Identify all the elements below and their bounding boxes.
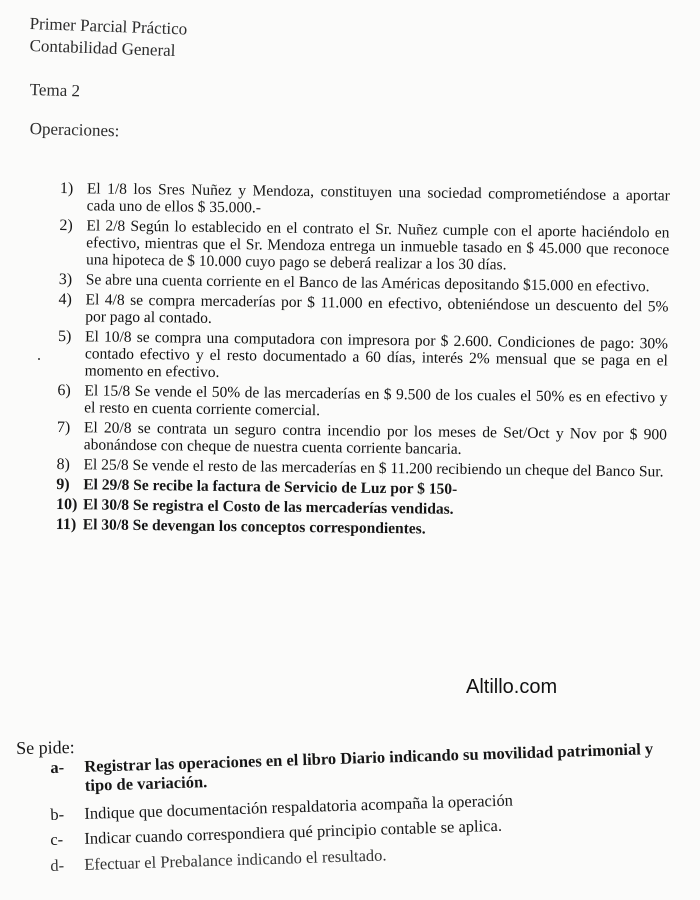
- operation-text: El 15/8 Se vende el 50% de las mercaderías en $ 9.500 de los cuales el 50% es en efectivo y el resto en cuenta corriente comercial.: [84, 382, 668, 420]
- requirement-letter: d-: [50, 855, 65, 875]
- operation-text: El 29/8 Se recibe la factura de Servicio de Luz por $ 150-: [83, 476, 458, 498]
- margin-mark: [38, 358, 40, 360]
- operation-item: [57, 419, 667, 460]
- operation-text: El 1/8 los Sres Nuñez y Mendoza, constituyen una sociedad comprometiéndose a aportar cada uno de ellos $ 35.000.-: [86, 180, 670, 217]
- operation-number: 3): [58, 270, 73, 289]
- operation-text: El 10/8 se compra una computadora con impresora por $ 2.600. Condiciones de pago: 30% contado efectivo y el resto documentado a 60 días, interés 2% mensual que se paga en el momento en efectivo.: [84, 328, 669, 381]
- operation-item: [57, 382, 667, 423]
- requirement-text: Registrar las operaciones en el libro Diario indicando su movilidad patrimonial y: [83, 739, 654, 776]
- requirement-letter: a-: [50, 757, 65, 777]
- course-name: Contabilidad General: [29, 36, 176, 61]
- operation-number: 6): [57, 381, 71, 400]
- requirement-text-continuation: tipo de variación.: [84, 772, 208, 795]
- requirement-text: Indicar cuando correspondiera qué principio contable se aplica.: [83, 815, 503, 848]
- operation-text: El 30/8 Se registra el Costo de las mercaderías vendidas.: [82, 496, 454, 518]
- requirement-text: Indique que documentación respaldatoria acompaña la operación: [83, 790, 514, 823]
- operation-item: [59, 217, 670, 275]
- watermark-text: Altillo.com: [466, 676, 558, 698]
- operation-number: 8): [56, 455, 70, 474]
- operation-text: El 20/8 se contrata un seguro contra incendio por los meses de Set/Oct y Nov por $ 900 abonándose con cheque de nuestra cuenta corriente bancaria.: [83, 419, 668, 458]
- requirements-heading: Se pide:: [16, 736, 75, 758]
- operation-number: 7): [56, 418, 71, 437]
- requirement-text: Efectuar el Prebalance indicando el resultado.: [83, 845, 387, 874]
- requirement-letter: c-: [50, 829, 64, 849]
- operation-text: El 25/8 Se vende el resto de las mercaderías en $ 11.200 recibiendo un cheque del Banco Sur.: [83, 456, 664, 481]
- operation-text: Se abre una cuenta corriente en el Banco de las Américas depositando $15.000 en efectivo.: [85, 271, 650, 296]
- exam-title: Primer Parcial Práctico: [29, 14, 188, 39]
- operation-number: 5): [57, 327, 72, 346]
- operation-number: 1): [59, 180, 74, 198]
- operation-item: [60, 180, 670, 221]
- exam-topic: Tema 2: [29, 80, 81, 101]
- operations-list: [56, 180, 670, 543]
- operation-item: [58, 291, 668, 332]
- operation-number: 4): [58, 290, 72, 309]
- operation-number: 9): [56, 475, 70, 494]
- operation-item: [56, 516, 666, 540]
- operation-number: 2): [59, 216, 73, 235]
- operation-number: 10): [55, 495, 78, 514]
- operations-heading: Operaciones:: [29, 119, 120, 141]
- operation-item: [58, 328, 669, 386]
- operation-text: El 2/8 Según lo establecido en el contrato el Sr. Nuñez cumple con el aporte haciéndolo en efectivo, mientras que el Sr. Mendoza entrega un inmueble tasado en $ 45.000 que reconoce una hipoteca de $ 10.000 cuyo pago se deberá realizar a los 30 días.: [85, 217, 670, 274]
- operation-text: El 30/8 Se devengan los conceptos correspondientes.: [82, 516, 426, 538]
- operation-number: 11): [55, 515, 77, 534]
- requirement-letter: b-: [50, 804, 65, 824]
- operation-text: El 4/8 se compra mercaderías por $ 11.000 en efectivo, obteniéndose un descuento del 5% por pago al contado.: [85, 291, 669, 327]
